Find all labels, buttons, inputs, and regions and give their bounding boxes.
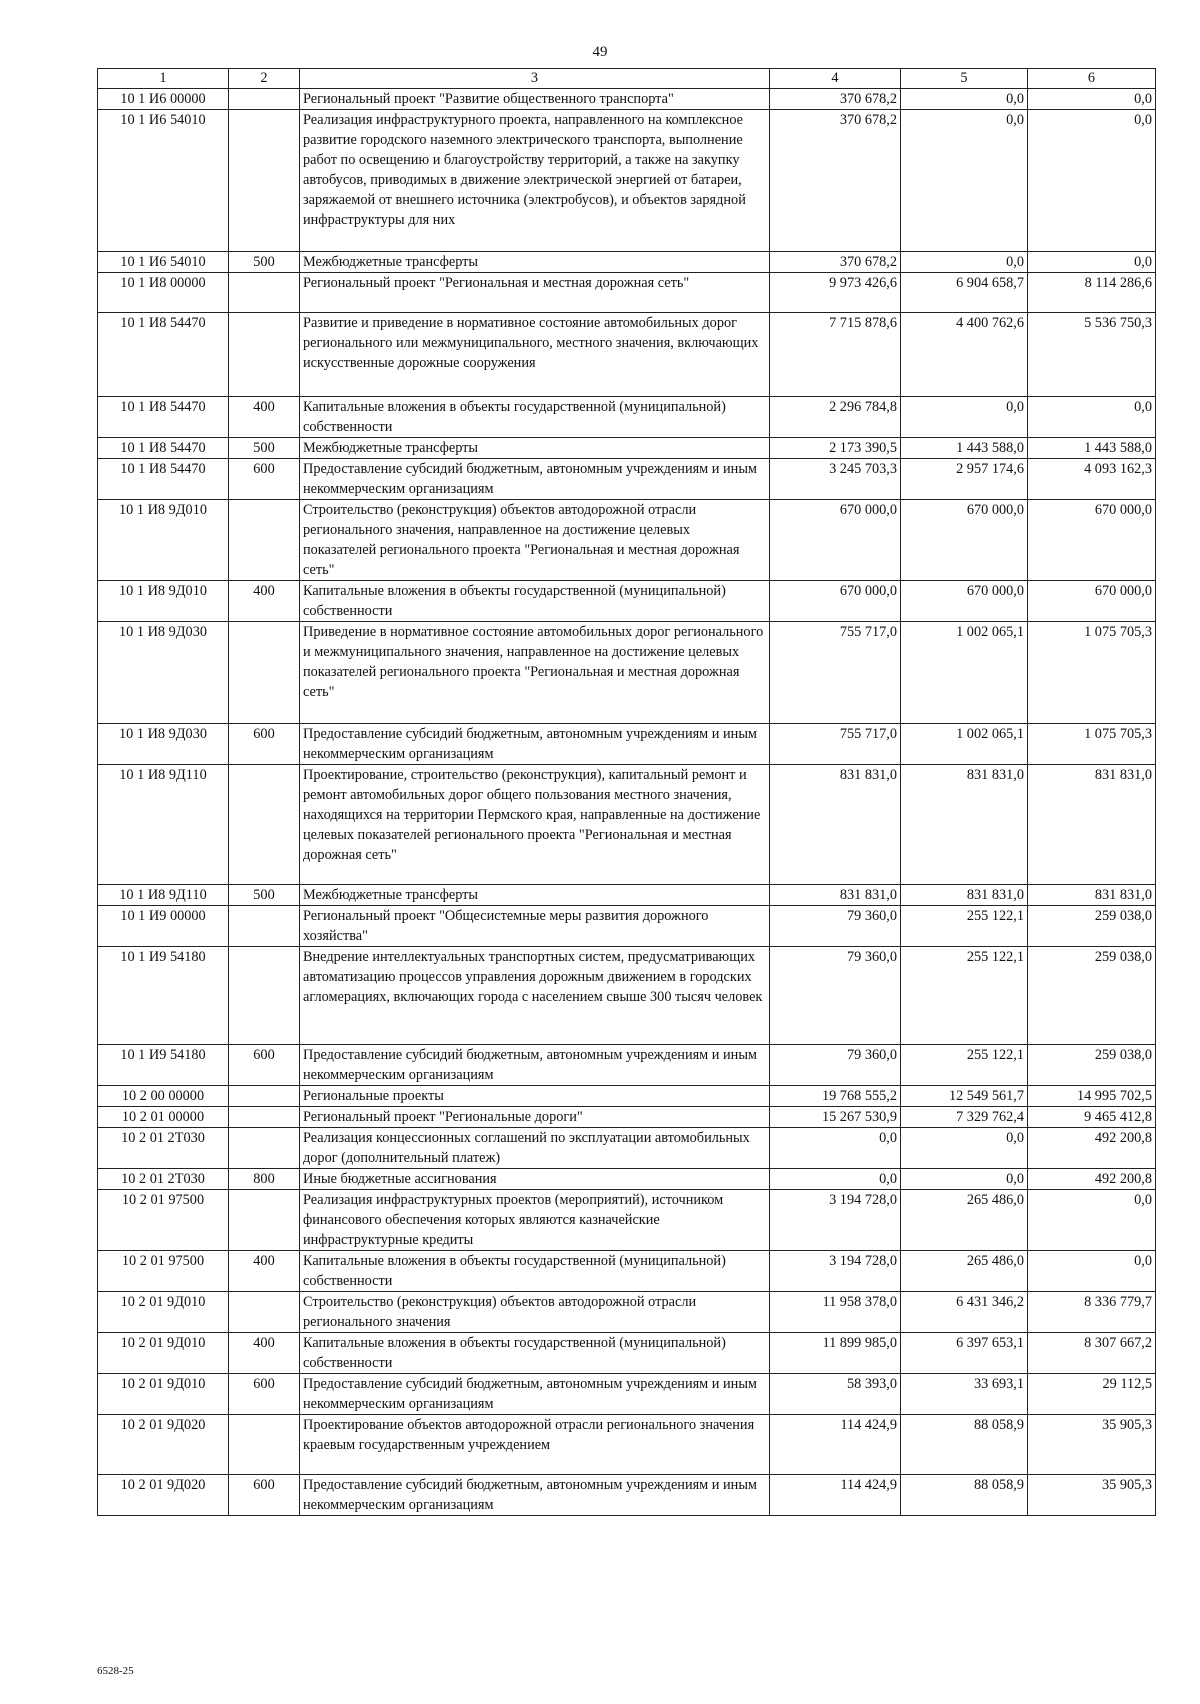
row-value-col5: 1 002 065,1 [901,724,1028,765]
row-expense-type [229,110,300,252]
row-expense-type: 400 [229,397,300,438]
row-value-col6: 14 995 702,5 [1028,1086,1156,1107]
row-value-col6: 29 112,5 [1028,1374,1156,1415]
header-col-6: 6 [1028,69,1156,89]
row-expense-type: 600 [229,1045,300,1086]
row-expense-type [229,1190,300,1251]
row-code: 10 1 И8 9Д110 [98,765,229,885]
row-value-col6: 831 831,0 [1028,765,1156,885]
row-value-col5: 0,0 [901,110,1028,252]
row-code: 10 1 И6 54010 [98,110,229,252]
row-value-col5: 265 486,0 [901,1251,1028,1292]
row-description: Реализация инфраструктурных проектов (мероприятий), источником финансового обеспечения которых являются казначейские инфраструктурные кредиты [300,1190,770,1251]
table-row [98,110,1156,252]
row-description: Региональный проект "Общесистемные меры развития дорожного хозяйства" [300,906,770,947]
row-code: 10 1 И8 9Д110 [98,885,229,906]
row-description: Региональные проекты [300,1086,770,1107]
row-value-col6: 4 093 162,3 [1028,459,1156,500]
table-row [98,947,1156,1045]
row-expense-type [229,622,300,724]
row-description: Внедрение интеллектуальных транспортных систем, предусматривающих автоматизацию процессов управления дорожным движением в городских агломерациях, включающих города с населением свыше 300 тысяч человек [300,947,770,1045]
row-value-col6: 670 000,0 [1028,500,1156,581]
row-value-col5: 831 831,0 [901,765,1028,885]
row-value-col6: 8 307 667,2 [1028,1333,1156,1374]
row-description: Капитальные вложения в объекты государственной (муниципальной) собственности [300,1333,770,1374]
row-value-col5: 670 000,0 [901,581,1028,622]
row-value-col4: 670 000,0 [770,500,901,581]
row-code: 10 1 И8 9Д030 [98,724,229,765]
document-id: 6528-25 [97,1665,134,1677]
row-value-col4: 3 194 728,0 [770,1251,901,1292]
row-description: Иные бюджетные ассигнования [300,1169,770,1190]
table-row [98,1292,1156,1333]
row-code: 10 1 И6 00000 [98,89,229,110]
row-code: 10 2 01 9Д010 [98,1292,229,1333]
row-expense-type [229,1292,300,1333]
table-row [98,581,1156,622]
table-row [98,622,1156,724]
row-description: Капитальные вложения в объекты государственной (муниципальной) собственности [300,397,770,438]
row-value-col5: 6 431 346,2 [901,1292,1028,1333]
row-value-col4: 670 000,0 [770,581,901,622]
table-row [98,313,1156,397]
row-value-col5: 6 904 658,7 [901,273,1028,313]
row-description: Межбюджетные трансферты [300,252,770,273]
row-value-col4: 79 360,0 [770,1045,901,1086]
row-expense-type: 400 [229,581,300,622]
row-description: Региональный проект "Региональная и местная дорожная сеть" [300,273,770,313]
row-expense-type: 400 [229,1333,300,1374]
table-row [98,724,1156,765]
header-col-4: 4 [770,69,901,89]
row-value-col6: 0,0 [1028,89,1156,110]
row-description: Развитие и приведение в нормативное состояние автомобильных дорог регионального или межмуниципального, местного значения, включающих искусственные дорожные сооружения [300,313,770,397]
row-value-col5: 7 329 762,4 [901,1107,1028,1128]
row-description: Региональный проект "Региональные дороги" [300,1107,770,1128]
row-description: Строительство (реконструкция) объектов автодорожной отрасли регионального значения, направленное на достижение целевых показателей регионального проекта "Региональная и местная дорожная сеть" [300,500,770,581]
row-value-col6: 9 465 412,8 [1028,1107,1156,1128]
row-expense-type: 500 [229,438,300,459]
row-value-col4: 114 424,9 [770,1475,901,1516]
table-row [98,459,1156,500]
row-value-col4: 2 173 390,5 [770,438,901,459]
row-value-col5: 831 831,0 [901,885,1028,906]
table-row [98,89,1156,110]
table-row [98,1128,1156,1169]
row-value-col4: 79 360,0 [770,947,901,1045]
row-value-col6: 0,0 [1028,1251,1156,1292]
table-row [98,273,1156,313]
table-row [98,1086,1156,1107]
row-value-col4: 2 296 784,8 [770,397,901,438]
row-value-col4: 11 958 378,0 [770,1292,901,1333]
row-value-col4: 3 194 728,0 [770,1190,901,1251]
row-expense-type: 600 [229,1475,300,1516]
row-value-col5: 0,0 [901,89,1028,110]
row-code: 10 1 И8 9Д010 [98,581,229,622]
budget-table [97,68,1156,1516]
row-code: 10 2 01 00000 [98,1107,229,1128]
row-code: 10 1 И8 00000 [98,273,229,313]
row-code: 10 2 01 97500 [98,1251,229,1292]
row-value-col6: 259 038,0 [1028,906,1156,947]
row-expense-type [229,1415,300,1475]
table-row [98,500,1156,581]
row-value-col6: 0,0 [1028,110,1156,252]
row-value-col5: 88 058,9 [901,1475,1028,1516]
row-description: Межбюджетные трансферты [300,885,770,906]
row-description: Капитальные вложения в объекты государственной (муниципальной) собственности [300,1251,770,1292]
row-code: 10 2 01 9Д010 [98,1374,229,1415]
row-value-col6: 35 905,3 [1028,1415,1156,1475]
row-value-col5: 0,0 [901,1169,1028,1190]
row-value-col5: 255 122,1 [901,947,1028,1045]
row-code: 10 1 И8 9Д030 [98,622,229,724]
row-expense-type [229,1128,300,1169]
row-value-col4: 0,0 [770,1169,901,1190]
row-expense-type [229,1086,300,1107]
row-code: 10 2 00 00000 [98,1086,229,1107]
row-value-col4: 15 267 530,9 [770,1107,901,1128]
row-value-col4: 19 768 555,2 [770,1086,901,1107]
row-value-col6: 5 536 750,3 [1028,313,1156,397]
header-row [98,69,1156,89]
table-row [98,252,1156,273]
header-col-3: 3 [300,69,770,89]
row-value-col4: 58 393,0 [770,1374,901,1415]
row-expense-type [229,906,300,947]
table-row [98,1374,1156,1415]
table-row [98,1415,1156,1475]
table-row [98,885,1156,906]
row-expense-type: 600 [229,724,300,765]
row-code: 10 2 01 97500 [98,1190,229,1251]
row-code: 10 1 И9 00000 [98,906,229,947]
table-row [98,1333,1156,1374]
row-description: Межбюджетные трансферты [300,438,770,459]
row-description: Реализация концессионных соглашений по эксплуатации автомобильных дорог (дополнительный платеж) [300,1128,770,1169]
row-description: Реализация инфраструктурного проекта, направленного на комплексное развитие городского наземного электрического транспорта, выполнение работ по освещению и благоустройству территорий, а также на закупку автобусов, приводимых в движение электрической энергией от батареи, заряжаемой от внешнего источника (электробусов), и объектов зарядной инфраструктуры для них [300,110,770,252]
row-value-col5: 0,0 [901,397,1028,438]
row-value-col4: 370 678,2 [770,252,901,273]
header-col-5: 5 [901,69,1028,89]
row-description: Региональный проект "Развитие общественного транспорта" [300,89,770,110]
row-code: 10 2 01 9Д010 [98,1333,229,1374]
row-value-col6: 8 336 779,7 [1028,1292,1156,1333]
row-expense-type [229,1107,300,1128]
row-value-col5: 6 397 653,1 [901,1333,1028,1374]
row-value-col5: 255 122,1 [901,906,1028,947]
row-value-col4: 7 715 878,6 [770,313,901,397]
row-value-col6: 492 200,8 [1028,1169,1156,1190]
row-value-col4: 9 973 426,6 [770,273,901,313]
row-value-col4: 11 899 985,0 [770,1333,901,1374]
row-value-col6: 492 200,8 [1028,1128,1156,1169]
row-value-col4: 0,0 [770,1128,901,1169]
row-code: 10 2 01 9Д020 [98,1415,229,1475]
row-value-col4: 755 717,0 [770,724,901,765]
row-value-col6: 8 114 286,6 [1028,273,1156,313]
row-value-col4: 370 678,2 [770,89,901,110]
row-value-col5: 88 058,9 [901,1415,1028,1475]
row-description: Капитальные вложения в объекты государственной (муниципальной) собственности [300,581,770,622]
table-row [98,1475,1156,1516]
row-expense-type: 600 [229,1374,300,1415]
row-expense-type [229,947,300,1045]
row-description: Проектирование, строительство (реконструкция), капитальный ремонт и ремонт автомобильных дорог общего пользования местного значения, находящихся на территории Пермского края, направленные на достижение целевых показателей регионального проекта "Региональная и местная дорожная сеть" [300,765,770,885]
row-value-col4: 3 245 703,3 [770,459,901,500]
header-col-2: 2 [229,69,300,89]
table-row [98,1251,1156,1292]
row-description: Предоставление субсидий бюджетным, автономным учреждениям и иным некоммерческим организациям [300,1475,770,1516]
row-code: 10 1 И8 9Д010 [98,500,229,581]
row-code: 10 1 И9 54180 [98,947,229,1045]
row-code: 10 1 И8 54470 [98,313,229,397]
row-value-col6: 670 000,0 [1028,581,1156,622]
row-value-col5: 0,0 [901,252,1028,273]
table-row [98,1107,1156,1128]
row-description: Предоставление субсидий бюджетным, автономным учреждениям и иным некоммерческим организациям [300,459,770,500]
row-code: 10 1 И9 54180 [98,1045,229,1086]
table-body [98,89,1156,1516]
row-value-col5: 4 400 762,6 [901,313,1028,397]
row-expense-type: 400 [229,1251,300,1292]
row-value-col6: 1 075 705,3 [1028,724,1156,765]
row-expense-type [229,500,300,581]
row-expense-type: 800 [229,1169,300,1190]
row-expense-type [229,273,300,313]
row-expense-type: 500 [229,252,300,273]
row-code: 10 1 И8 54470 [98,438,229,459]
row-description: Предоставление субсидий бюджетным, автономным учреждениям и иным некоммерческим организациям [300,1374,770,1415]
row-description: Предоставление субсидий бюджетным, автономным учреждениям и иным некоммерческим организациям [300,1045,770,1086]
row-value-col4: 370 678,2 [770,110,901,252]
row-value-col5: 255 122,1 [901,1045,1028,1086]
row-value-col5: 2 957 174,6 [901,459,1028,500]
row-expense-type: 600 [229,459,300,500]
table-row [98,1045,1156,1086]
row-value-col4: 831 831,0 [770,765,901,885]
row-description: Проектирование объектов автодорожной отрасли регионального значения краевым государственным учреждением [300,1415,770,1475]
table-row [98,1190,1156,1251]
row-value-col6: 259 038,0 [1028,1045,1156,1086]
page-number: 49 [592,44,608,60]
row-code: 10 1 И8 54470 [98,397,229,438]
row-value-col5: 670 000,0 [901,500,1028,581]
row-value-col5: 1 002 065,1 [901,622,1028,724]
row-expense-type [229,89,300,110]
row-value-col6: 831 831,0 [1028,885,1156,906]
row-value-col6: 1 443 588,0 [1028,438,1156,459]
row-value-col4: 114 424,9 [770,1415,901,1475]
row-code: 10 2 01 9Д020 [98,1475,229,1516]
row-value-col5: 12 549 561,7 [901,1086,1028,1107]
row-code: 10 1 И6 54010 [98,252,229,273]
header-col-1: 1 [98,69,229,89]
row-value-col5: 1 443 588,0 [901,438,1028,459]
row-value-col4: 755 717,0 [770,622,901,724]
row-value-col6: 0,0 [1028,397,1156,438]
row-expense-type [229,313,300,397]
row-expense-type: 500 [229,885,300,906]
table-row [98,438,1156,459]
row-value-col5: 0,0 [901,1128,1028,1169]
row-value-col6: 1 075 705,3 [1028,622,1156,724]
row-value-col6: 0,0 [1028,252,1156,273]
table-row [98,397,1156,438]
row-value-col6: 35 905,3 [1028,1475,1156,1516]
row-description: Предоставление субсидий бюджетным, автономным учреждениям и иным некоммерческим организациям [300,724,770,765]
row-value-col4: 79 360,0 [770,906,901,947]
row-value-col4: 831 831,0 [770,885,901,906]
row-code: 10 1 И8 54470 [98,459,229,500]
row-description: Строительство (реконструкция) объектов автодорожной отрасли регионального значения [300,1292,770,1333]
row-value-col5: 33 693,1 [901,1374,1028,1415]
row-value-col6: 259 038,0 [1028,947,1156,1045]
row-value-col5: 265 486,0 [901,1190,1028,1251]
table-row [98,906,1156,947]
row-code: 10 2 01 2Т030 [98,1128,229,1169]
table-row [98,1169,1156,1190]
row-value-col6: 0,0 [1028,1190,1156,1251]
row-expense-type [229,765,300,885]
row-description: Приведение в нормативное состояние автомобильных дорог регионального и межмуниципального значения, направленное на достижение целевых показателей регионального проекта "Региональная и местная дорожная сеть" [300,622,770,724]
row-code: 10 2 01 2Т030 [98,1169,229,1190]
table-row [98,765,1156,885]
